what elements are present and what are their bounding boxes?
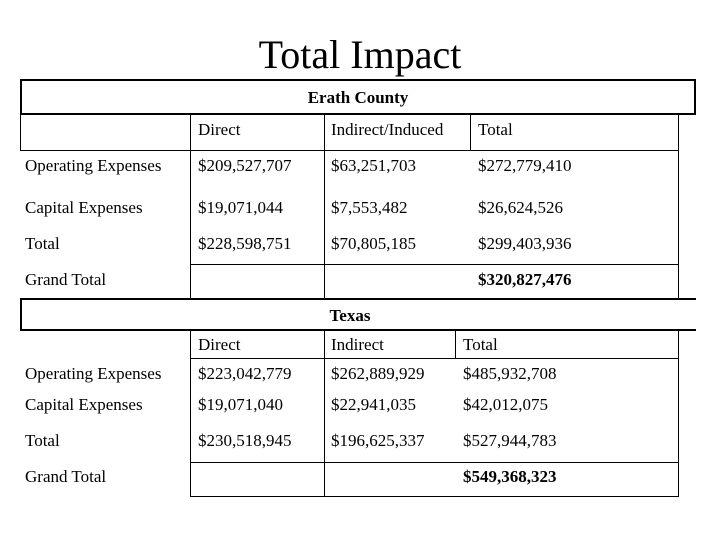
erath-col-divider-1 (190, 113, 191, 299)
texas-row-direct: $223,042,779 (198, 364, 292, 383)
erath-col-direct: Direct (198, 120, 241, 139)
erath-col-indirect: Indirect/Induced (331, 120, 444, 139)
texas-grand-top-border (190, 462, 679, 463)
texas-col-direct: Direct (198, 335, 241, 354)
erath-grand-top-border (190, 264, 679, 265)
erath-col-total: Total (478, 120, 513, 139)
erath-row-direct: $209,527,707 (198, 156, 292, 175)
erath-row-total: $299,403,936 (478, 234, 572, 253)
erath-top-border (20, 79, 696, 81)
erath-header-bottom-border (20, 150, 679, 151)
erath-header-left-border (20, 113, 21, 151)
texas-top-border (20, 298, 696, 300)
erath-row-indirect: $70,805,185 (331, 234, 416, 253)
texas-heading-bottom-border (20, 329, 696, 331)
texas-grand-total-value: $549,368,323 (463, 467, 557, 486)
texas-row-direct: $230,518,945 (198, 431, 292, 450)
texas-col-divider-4 (678, 329, 679, 497)
texas-row-direct: $19,071,040 (198, 395, 283, 414)
texas-row-label: Operating Expenses (25, 364, 162, 383)
erath-row-direct: $228,598,751 (198, 234, 292, 253)
erath-grand-total-label: Grand Total (25, 270, 107, 289)
texas-row-total: $485,932,708 (463, 364, 557, 383)
erath-col-divider-3 (470, 113, 471, 151)
texas-col-divider-3 (455, 329, 456, 359)
texas-col-indirect: Indirect (331, 335, 384, 354)
texas-heading: Texas (329, 306, 371, 325)
erath-heading-bottom-border (20, 113, 696, 115)
erath-col-divider-4 (678, 113, 679, 299)
texas-row-indirect: $262,889,929 (331, 364, 425, 383)
texas-row-label: Total (25, 431, 60, 450)
texas-header-bottom-border (190, 358, 679, 359)
erath-row-label: Capital Expenses (25, 198, 143, 217)
erath-row-label: Operating Expenses (25, 156, 162, 175)
slide-title: Total Impact (258, 32, 462, 77)
texas-row-total: $527,944,783 (463, 431, 557, 450)
erath-row-indirect: $7,553,482 (331, 198, 408, 217)
texas-row-indirect: $196,625,337 (331, 431, 425, 450)
texas-grand-total-label: Grand Total (25, 467, 107, 486)
texas-row-label: Capital Expenses (25, 395, 143, 414)
erath-heading: Erath County (307, 88, 409, 107)
erath-row-direct: $19,071,044 (198, 198, 283, 217)
texas-bottom-border (190, 496, 679, 497)
erath-row-total: $272,779,410 (478, 156, 572, 175)
erath-row-indirect: $63,251,703 (331, 156, 416, 175)
erath-grand-total-value: $320,827,476 (478, 270, 572, 289)
erath-row-total: $26,624,526 (478, 198, 563, 217)
erath-row-label: Total (25, 234, 60, 253)
texas-col-divider-1 (190, 329, 191, 497)
texas-col-total: Total (463, 335, 498, 354)
erath-col-divider-2 (324, 113, 325, 299)
texas-row-indirect: $22,941,035 (331, 395, 416, 414)
texas-col-divider-2 (324, 329, 325, 497)
texas-row-total: $42,012,075 (463, 395, 548, 414)
